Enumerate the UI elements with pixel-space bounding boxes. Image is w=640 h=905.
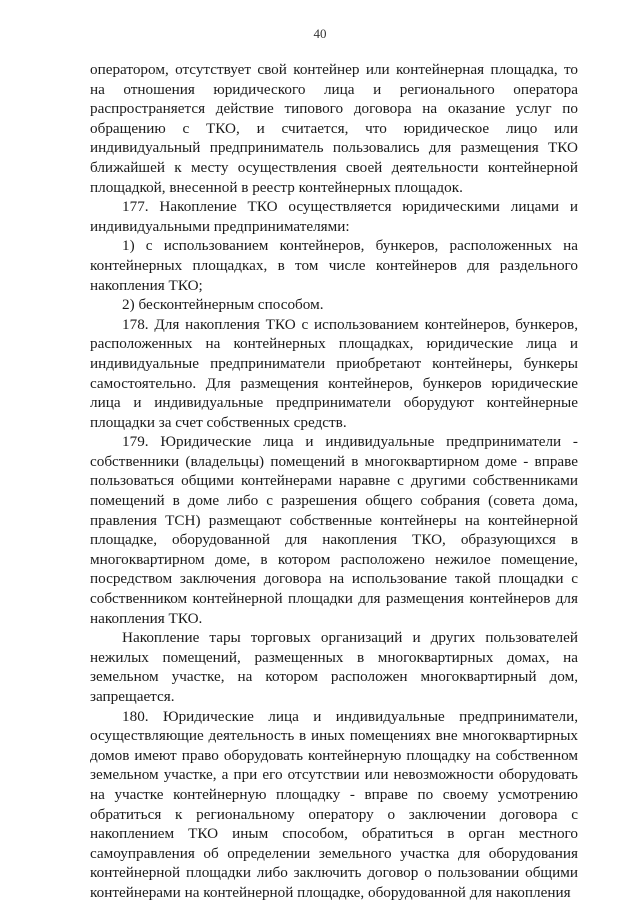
paragraph-180: 180. Юридические лица и индивидуальные предприниматели, осуществляющие деятельность в иных помещениях вне многоквартирных домов имеют право оборудовать контейнерную площадку на собственном земельном участке, а при его отсутствии или невозможности оборудовать на участке контейнерную площадку - вправе по своему усмотрению обратиться к региональному оператору о заключении договора с накоплением ТКО иным способом, обратиться в орган местного самоуправления об определении земельного участка для оборудования контейнерной площадки либо заключить договор о пользовании общими контейнерами на контейнерной площадке, оборудованной для накопления (90, 707, 578, 901)
paragraph-179: 179. Юридические лица и индивидуальные предприниматели - собственники (владельцы) помещений в многоквартирном доме - вправе пользоваться общими контейнерами наравне с другими собственниками помещений в доме либо с разрешения общего собрания (совета дома, правления ТСН) размещают собственные контейнеры на контейнерной площадке, оборудованной для накопления ТКО, образующихся в многоквартирном доме, в котором расположено нежилое помещение, посредством заключения договора на использование такой площадки с собственником контейнерной площадки для размещения контейнеров для накопления ТКО. (90, 433, 578, 627)
paragraph-177: 177. Накопление ТКО осуществляется юридическими лицами и индивидуальными предпринимателями: (90, 198, 578, 235)
document-body (90, 60, 578, 903)
paragraph-178: 178. Для накопления ТКО с использованием контейнеров, бункеров, расположенных на контейнерных площадках, юридические лица и индивидуальные предприниматели приобретают контейнеры, бункеры самостоятельно. Для размещения контейнеров, бункеров юридические лица и индивидуальные предприниматели оборудуют контейнерные площадки за счет собственных средств. (90, 315, 578, 431)
page-number: 40 (313, 26, 327, 41)
paragraph-179-continued: Накопление тары торговых организаций и других пользователей нежилых помещений, размещенных в многоквартирных домах, на земельном участке, на котором расположен многоквартирный дом, запрещается. (90, 629, 578, 705)
paragraph-continued: оператором, отсутствует свой контейнер или контейнерная площадка, то на отношения юридического лица и регионального оператора распространяется действие типового договора на оказание услуг по обращению с ТКО, и считается, что юридическое лицо или индивидуальный предприниматель пользовались для размещения ТКО ближайшей к месту осуществления своей деятельности контейнерной площадкой, внесенной в реестр контейнерных площадок. (90, 61, 578, 196)
paragraph-177-item-1: 1) с использованием контейнеров, бункеров, расположенных на контейнерных площадках, в том числе контейнеров для раздельного накопления ТКО; (90, 237, 578, 294)
paragraph-177-item-2: 2) бесконтейнерным способом. (122, 296, 324, 314)
